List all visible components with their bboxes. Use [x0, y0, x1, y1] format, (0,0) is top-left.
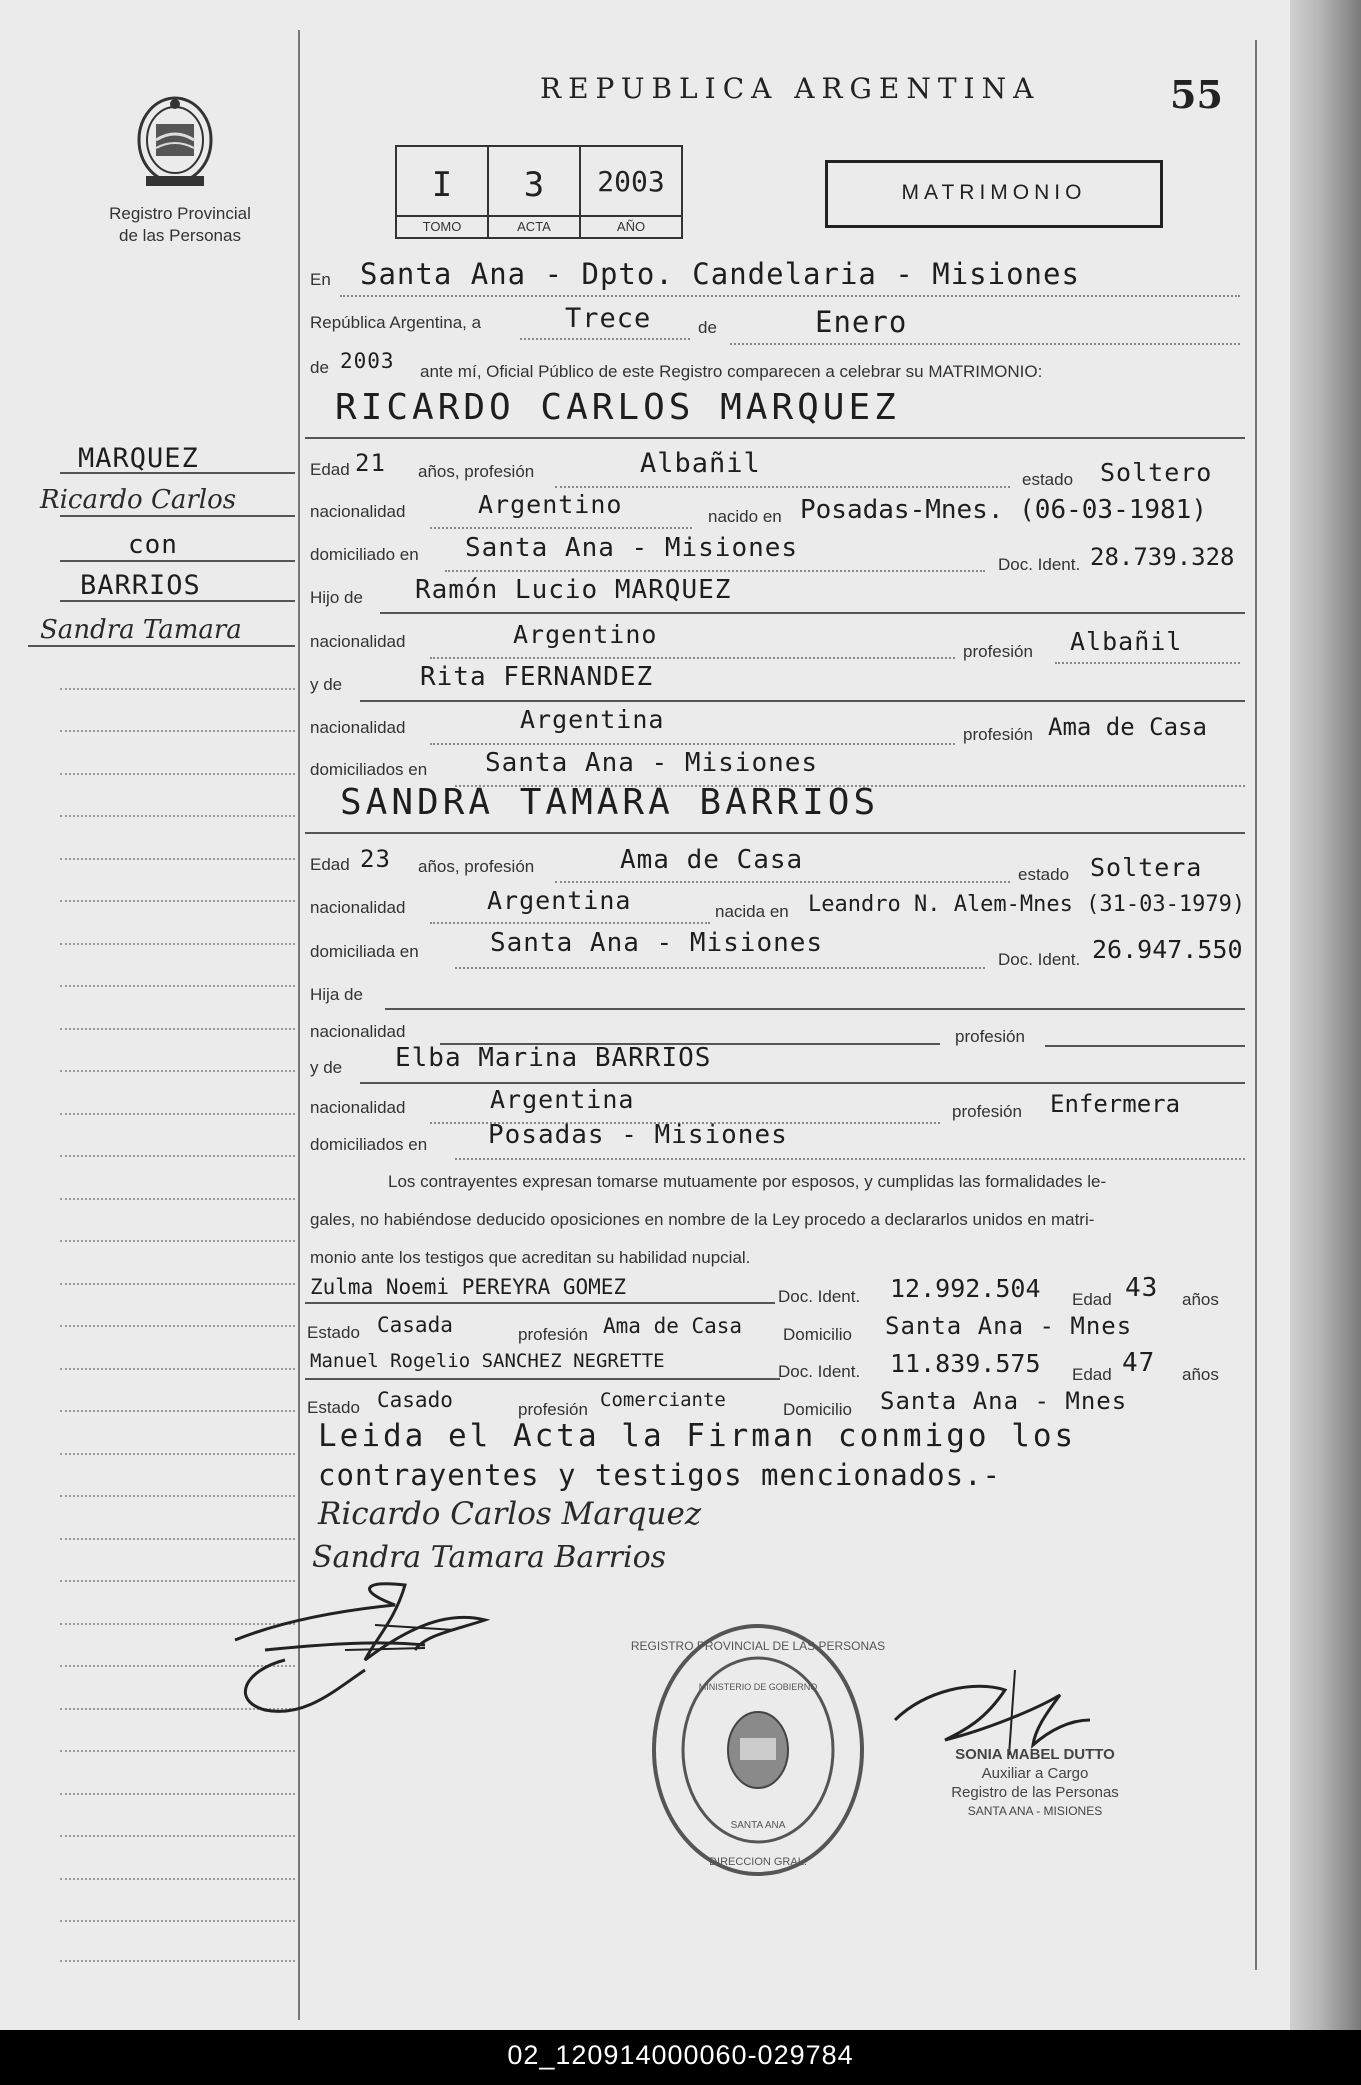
bride-profession-rule	[555, 881, 1010, 883]
margin-name-groom: Ricardo Carlos	[40, 485, 237, 515]
year-value: 2003	[340, 349, 395, 373]
groom-parents-domicile: Santa Ana - Misiones	[485, 748, 819, 778]
margin-line	[60, 472, 295, 474]
margin-rule	[60, 1453, 295, 1455]
acta-value: 3	[523, 165, 545, 205]
page-number: 55	[1170, 72, 1223, 117]
stamp-text-bottom: SANTA ANA	[730, 1820, 786, 1831]
label-doc-bride: Doc. Ident.	[998, 950, 1081, 969]
groom-profession: Albañil	[640, 448, 761, 479]
groom-father-profession: Albañil	[1070, 627, 1183, 656]
month-rule	[730, 343, 1240, 345]
record-type: MATRIMONIO	[901, 181, 1087, 204]
witness-1-name: Zulma Noemi PEREYRA GOMEZ	[310, 1275, 627, 1299]
label-en: En	[310, 270, 331, 289]
column-divider	[298, 30, 300, 2020]
bride-parents-domicile-rule	[455, 1158, 1245, 1160]
label-nacionalidad-groom-father: nacionalidad	[310, 632, 406, 651]
groom-doc: 28.739.328	[1090, 543, 1235, 571]
margin-rule	[60, 1495, 295, 1497]
label-comparecen: ante mí, Oficial Público de este Registro comparecen a celebrar su MATRIMONIO:	[420, 362, 1043, 381]
scan-document-id: 02_120914000060-029784	[507, 2040, 854, 2070]
margin-name-bride: Sandra Tamara	[40, 615, 242, 645]
statement-line-2: gales, no habiéndose deducido oposiciones en nombre de la Ley procedo a declararlos unidos en matri-	[310, 1210, 1095, 1229]
margin-rule	[60, 1368, 295, 1370]
bride-nationality: Argentina	[487, 886, 632, 915]
registry-line-1: Registro Provincial	[109, 204, 251, 223]
label-anios-profesion-groom: años, profesión	[418, 462, 535, 481]
label-profesion-witness-1: profesión	[518, 1325, 588, 1344]
witness-1-name-rule	[305, 1302, 775, 1304]
bride-name-rule	[305, 832, 1245, 834]
witness-2-age: 47	[1122, 1348, 1156, 1378]
groom-birthplace: Posadas-Mnes. (06-03-1981)	[800, 495, 1207, 525]
signature-bride: Sandra Tamara Barrios	[312, 1540, 667, 1575]
bride-birthplace: Leandro N. Alem-Mnes (31-03-1979)	[808, 892, 1246, 917]
label-profesion-witness-2: profesión	[518, 1400, 588, 1419]
margin-rule	[60, 1410, 295, 1412]
witness-2-name-rule	[305, 1378, 780, 1380]
witness-1-domicile: Santa Ana - Mnes	[885, 1312, 1133, 1340]
officer-name: SONIA MABEL DUTTO	[955, 1746, 1115, 1763]
bride-profession: Ama de Casa	[620, 845, 804, 875]
anio-cell	[581, 147, 681, 237]
label-hijo-de: Hijo de	[310, 588, 363, 607]
place-value: Santa Ana - Dpto. Candelaria - Misiones	[360, 257, 1080, 291]
bride-father-profession-rule	[1045, 1045, 1245, 1047]
label-domiciliada-en: domiciliada en	[310, 942, 419, 961]
margin-rule	[60, 943, 295, 945]
margin-rule	[60, 688, 295, 690]
label-estado-bride: estado	[1018, 865, 1070, 884]
bride-parents-domicile: Posadas - Misiones	[488, 1120, 788, 1150]
groom-age: 21	[355, 449, 386, 477]
margin-rule	[60, 1835, 295, 1837]
label-hija-de: Hija de	[310, 985, 363, 1004]
witness-2-status: Casado	[377, 1388, 453, 1412]
margin-line	[60, 600, 295, 602]
acta-label: ACTA	[489, 215, 579, 237]
label-anios-witness-2: años	[1182, 1365, 1219, 1384]
witness-signature-scribble	[225, 1550, 555, 1720]
label-nacionalidad-bride-father: nacionalidad	[310, 1022, 406, 1041]
witness-2-name: Manuel Rogelio SANCHEZ NEGRETTE	[310, 1350, 665, 1372]
label-estado-witness-1: Estado	[307, 1323, 360, 1342]
label-domiciliado-en: domiciliado en	[310, 545, 419, 564]
groom-mother-nationality-rule	[430, 743, 955, 745]
margin-line	[28, 645, 295, 647]
margin-rule	[60, 1113, 295, 1115]
witness-1-profession: Ama de Casa	[603, 1314, 743, 1338]
label-de-year: de	[310, 358, 329, 377]
label-edad-witness-1: Edad	[1072, 1290, 1112, 1309]
day-rule	[520, 338, 690, 340]
label-de-month: de	[698, 318, 717, 337]
right-border	[1255, 40, 1257, 1970]
label-domiciliados-en-groom: domiciliados en	[310, 760, 428, 779]
anio-value: 2003	[597, 165, 665, 198]
margin-rule	[60, 900, 295, 902]
groom-father-nationality: Argentino	[513, 620, 658, 649]
margin-rule	[60, 815, 295, 817]
margin-rule	[60, 730, 295, 732]
day-value: Trece	[565, 303, 652, 334]
closing-line-2: contrayentes y testigos mencionados.-	[318, 1458, 1002, 1492]
witness-1-doc: 12.992.504	[890, 1274, 1041, 1303]
statement-line-1: Los contrayentes expresan tomarse mutuamente por esposos, y cumplidas las formalidades le-	[388, 1172, 1107, 1191]
label-domiciliados-en-bride: domiciliados en	[310, 1135, 428, 1154]
officer-role: Auxiliar a Cargo	[981, 1765, 1089, 1782]
bride-mother: Elba Marina BARRIOS	[395, 1043, 712, 1073]
label-edad-bride: Edad	[310, 855, 350, 874]
label-profesion-groom-mother: profesión	[963, 725, 1033, 744]
label-nacionalidad-bride-mother: nacionalidad	[310, 1098, 406, 1117]
margin-line	[60, 515, 295, 517]
groom-mother: Rita FERNANDEZ	[420, 662, 654, 692]
groom-mother-profession: Ama de Casa	[1048, 713, 1207, 741]
label-doc-witness-1: Doc. Ident.	[778, 1287, 861, 1306]
label-anios-profesion-bride: años, profesión	[418, 857, 535, 876]
bride-name: SANDRA TAMARA BARRIOS	[340, 782, 880, 823]
groom-domicile-rule	[445, 570, 985, 572]
acta-cell	[489, 147, 581, 237]
groom-nationality-rule	[430, 527, 692, 529]
margin-rule	[60, 1538, 295, 1540]
groom-father: Ramón Lucio MARQUEZ	[415, 575, 732, 605]
margin-rule	[60, 985, 295, 987]
margin-rule	[60, 1750, 295, 1752]
margin-rule	[60, 1283, 295, 1285]
label-y-de-bride: y de	[310, 1058, 343, 1077]
registry-label	[95, 203, 265, 247]
official-seal-stamp	[630, 1620, 886, 1880]
bride-nationality-rule	[430, 922, 710, 924]
margin-surname-bride: BARRIOS	[80, 570, 201, 601]
margin-rule	[60, 1960, 295, 1962]
margin-surname-groom: MARQUEZ	[78, 443, 199, 474]
margin-rule	[60, 1028, 295, 1030]
label-doc-groom: Doc. Ident.	[998, 555, 1081, 574]
margin-rule	[60, 1070, 295, 1072]
label-domicilio-witness-2: Domicilio	[783, 1400, 852, 1419]
place-rule	[340, 295, 1240, 297]
margin-rule	[60, 1793, 295, 1795]
stamp-text-top: REGISTRO PROVINCIAL DE LAS PERSONAS	[630, 1639, 886, 1653]
label-nacionalidad-groom-mother: nacionalidad	[310, 718, 406, 737]
margin-rule	[60, 858, 295, 860]
stamp-text-base: DIRECCION GRAL.	[709, 1856, 807, 1868]
book-binding-edge	[1290, 0, 1361, 2030]
margin-rule	[60, 1240, 295, 1242]
margin-rule	[60, 1878, 295, 1880]
bride-status: Soltera	[1090, 853, 1203, 882]
label-edad-groom: Edad	[310, 460, 350, 479]
margin-rule	[60, 1155, 295, 1157]
bride-mother-profession: Enfermera	[1050, 1090, 1181, 1118]
bride-father-rule	[385, 1008, 1245, 1010]
margin-rule	[60, 1920, 295, 1922]
label-doc-witness-2: Doc. Ident.	[778, 1362, 861, 1381]
groom-status: Soltero	[1100, 458, 1213, 487]
label-estado-witness-2: Estado	[307, 1398, 360, 1417]
bride-mother-nationality: Argentina	[490, 1085, 635, 1114]
groom-profession-rule	[555, 486, 1010, 488]
label-nacido-en: nacido en	[708, 507, 782, 526]
margin-rule	[60, 773, 295, 775]
groom-father-rule	[380, 612, 1245, 614]
witness-2-doc: 11.839.575	[890, 1349, 1041, 1378]
margin-line	[60, 560, 295, 562]
groom-mother-rule	[360, 700, 1245, 702]
misiones-emblem-icon	[128, 80, 223, 190]
witness-2-domicile: Santa Ana - Mnes	[880, 1387, 1128, 1415]
bride-domicile-rule	[455, 967, 985, 969]
label-nacida-en: nacida en	[715, 902, 789, 921]
groom-nationality: Argentino	[478, 490, 623, 519]
witness-1-status: Casada	[377, 1313, 453, 1337]
closing-line-1: Leida el Acta la Firman conmigo los	[318, 1418, 1077, 1454]
groom-father-nationality-rule	[430, 657, 955, 659]
margin-con: con	[128, 530, 178, 560]
margin-rule	[60, 1325, 295, 1327]
label-profesion-groom-father: profesión	[963, 642, 1033, 661]
record-type-box	[825, 160, 1163, 228]
label-profesion-bride-mother: profesión	[952, 1102, 1022, 1121]
witness-2-profession: Comerciante	[600, 1389, 726, 1411]
witness-1-age: 43	[1125, 1273, 1159, 1303]
label-edad-witness-2: Edad	[1072, 1365, 1112, 1384]
bride-age: 23	[360, 845, 391, 873]
tomo-value: I	[431, 165, 453, 205]
officer-location: SANTA ANA - MISIONES	[967, 1804, 1103, 1818]
groom-domicile: Santa Ana - Misiones	[465, 533, 799, 563]
stamp-text-inner: MINISTERIO DE GOBIERNO	[698, 1682, 818, 1692]
groom-mother-nationality: Argentina	[520, 705, 665, 734]
margin-rule	[60, 1198, 295, 1200]
tomo-label: TOMO	[397, 215, 487, 237]
anio-label: AÑO	[581, 215, 681, 237]
month-value: Enero	[815, 305, 908, 339]
label-nacionalidad-bride: nacionalidad	[310, 898, 406, 917]
officer-office: Registro de las Personas	[951, 1784, 1119, 1801]
signature-groom: Ricardo Carlos Marquez	[318, 1496, 702, 1532]
officer-block	[915, 1745, 1155, 1821]
label-anios-witness-1: años	[1182, 1290, 1219, 1309]
groom-father-profession-rule	[1055, 662, 1240, 664]
bride-domicile: Santa Ana - Misiones	[490, 928, 824, 958]
label-estado-groom: estado	[1022, 470, 1074, 489]
label-nacionalidad-groom: nacionalidad	[310, 502, 406, 521]
bride-doc: 26.947.550	[1092, 935, 1243, 964]
label-republica: República Argentina, a	[310, 313, 482, 332]
record-number-box	[395, 145, 683, 239]
tomo-cell	[397, 147, 489, 237]
groom-name-rule	[305, 437, 1245, 439]
registry-line-2: de las Personas	[119, 226, 241, 245]
groom-name: RICARDO CARLOS MARQUEZ	[335, 387, 900, 428]
statement-line-3: monio ante los testigos que acreditan su habilidad nupcial.	[310, 1248, 751, 1267]
label-y-de-groom: y de	[310, 675, 343, 694]
label-domicilio-witness-1: Domicilio	[783, 1325, 852, 1344]
document-title: REPUBLICA ARGENTINA	[540, 72, 1041, 105]
bride-mother-rule	[360, 1082, 1245, 1084]
label-profesion-bride-father: profesión	[955, 1027, 1025, 1046]
